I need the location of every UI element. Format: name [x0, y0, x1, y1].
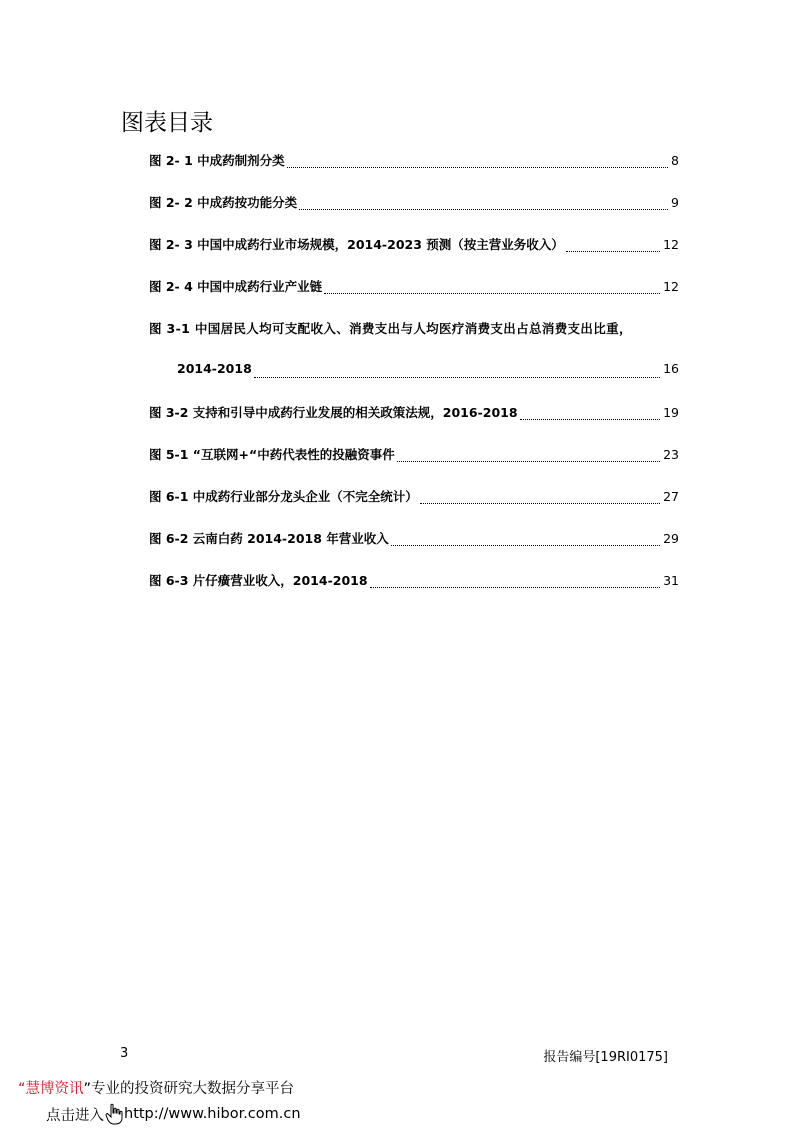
toc-entry-page: 9 [671, 195, 679, 210]
dot-leader [324, 292, 660, 294]
toc-entry[interactable] [149, 445, 679, 465]
toc-entry-page: 31 [663, 573, 679, 588]
toc-entry-label: 图 2- 4 中国中成药行业产业链 [149, 279, 323, 294]
footer-brand: 慧博资讯 [25, 1081, 84, 1097]
dot-leader [520, 418, 661, 420]
toc-entry-label: 图 2- 3 中国中成药行业市场规模，2014-2023 预测（按主营业务收入） [149, 237, 564, 252]
dot-leader [391, 544, 660, 546]
toc-entry-page: 16 [663, 361, 679, 376]
footer-link[interactable] [46, 1103, 301, 1125]
page-number: 3 [120, 1046, 129, 1061]
dot-leader [566, 250, 660, 252]
toc-entry-label: 图 3-2 支持和引导中成药行业发展的相关政策法规，2016-2018 [149, 405, 518, 420]
toc-entry-continuation[interactable] [177, 361, 679, 381]
toc-entry-page: 12 [663, 237, 679, 252]
toc-entry[interactable] [149, 529, 679, 549]
toc-entry[interactable] [149, 571, 679, 591]
toc-entry[interactable] [149, 151, 679, 171]
toc-entry-page: 8 [671, 153, 679, 168]
dot-leader [299, 208, 668, 210]
footer-quote-open: “ [18, 1081, 26, 1097]
toc-entry[interactable] [149, 487, 679, 507]
page-title: 图表目录 [121, 110, 213, 136]
toc-entry[interactable] [149, 193, 679, 213]
toc-entry-label: 图 6-3 片仔癀营业收入，2014-2018 [149, 573, 368, 588]
toc-entry-page: 12 [663, 279, 679, 294]
footer-quote-close: ” [83, 1081, 92, 1097]
dot-leader [420, 502, 660, 504]
toc-entry[interactable] [149, 403, 679, 423]
toc-entry-label: 图 3-1 中国居民人均可支配收入、消费支出与人均医疗消费支出占总消费支出比重， [149, 321, 632, 336]
dot-leader [397, 460, 660, 462]
footer-enter-label: 点击进入 [46, 1107, 104, 1124]
toc-entry-page: 27 [663, 489, 679, 504]
toc-entry-page: 29 [663, 531, 679, 546]
dot-leader [254, 376, 660, 378]
toc-entry-label: 图 5-1 “互联网+“中药代表性的投融资事件 [149, 447, 395, 462]
footer-slogan-text: 专业的投资研究大数据分享平台 [91, 1081, 295, 1097]
dot-leader [370, 586, 661, 588]
toc-entry-label: 图 2- 2 中成药按功能分类 [149, 195, 298, 210]
footer-slogan [18, 1077, 294, 1098]
toc-entry-page: 23 [663, 447, 679, 462]
toc-entry-label: 图 2- 1 中成药制剂分类 [149, 153, 285, 168]
pointing-hand-icon [105, 1103, 123, 1125]
dot-leader [287, 166, 668, 168]
toc-entry-label: 2014-2018 [177, 361, 252, 376]
toc-entry-label: 图 6-1 中成药行业部分龙头企业（不完全统计） [149, 489, 418, 504]
toc-entry[interactable] [149, 319, 679, 339]
toc-entry[interactable] [149, 235, 679, 255]
footer-url[interactable]: http://www.hibor.com.cn [124, 1106, 301, 1122]
toc-entry-label: 图 6-2 云南白药 2014-2018 年营业收入 [149, 531, 389, 546]
report-number: 报告编号[19RI0175] [543, 1050, 668, 1065]
toc-entry[interactable] [149, 277, 679, 297]
toc-entry-page: 19 [663, 405, 679, 420]
